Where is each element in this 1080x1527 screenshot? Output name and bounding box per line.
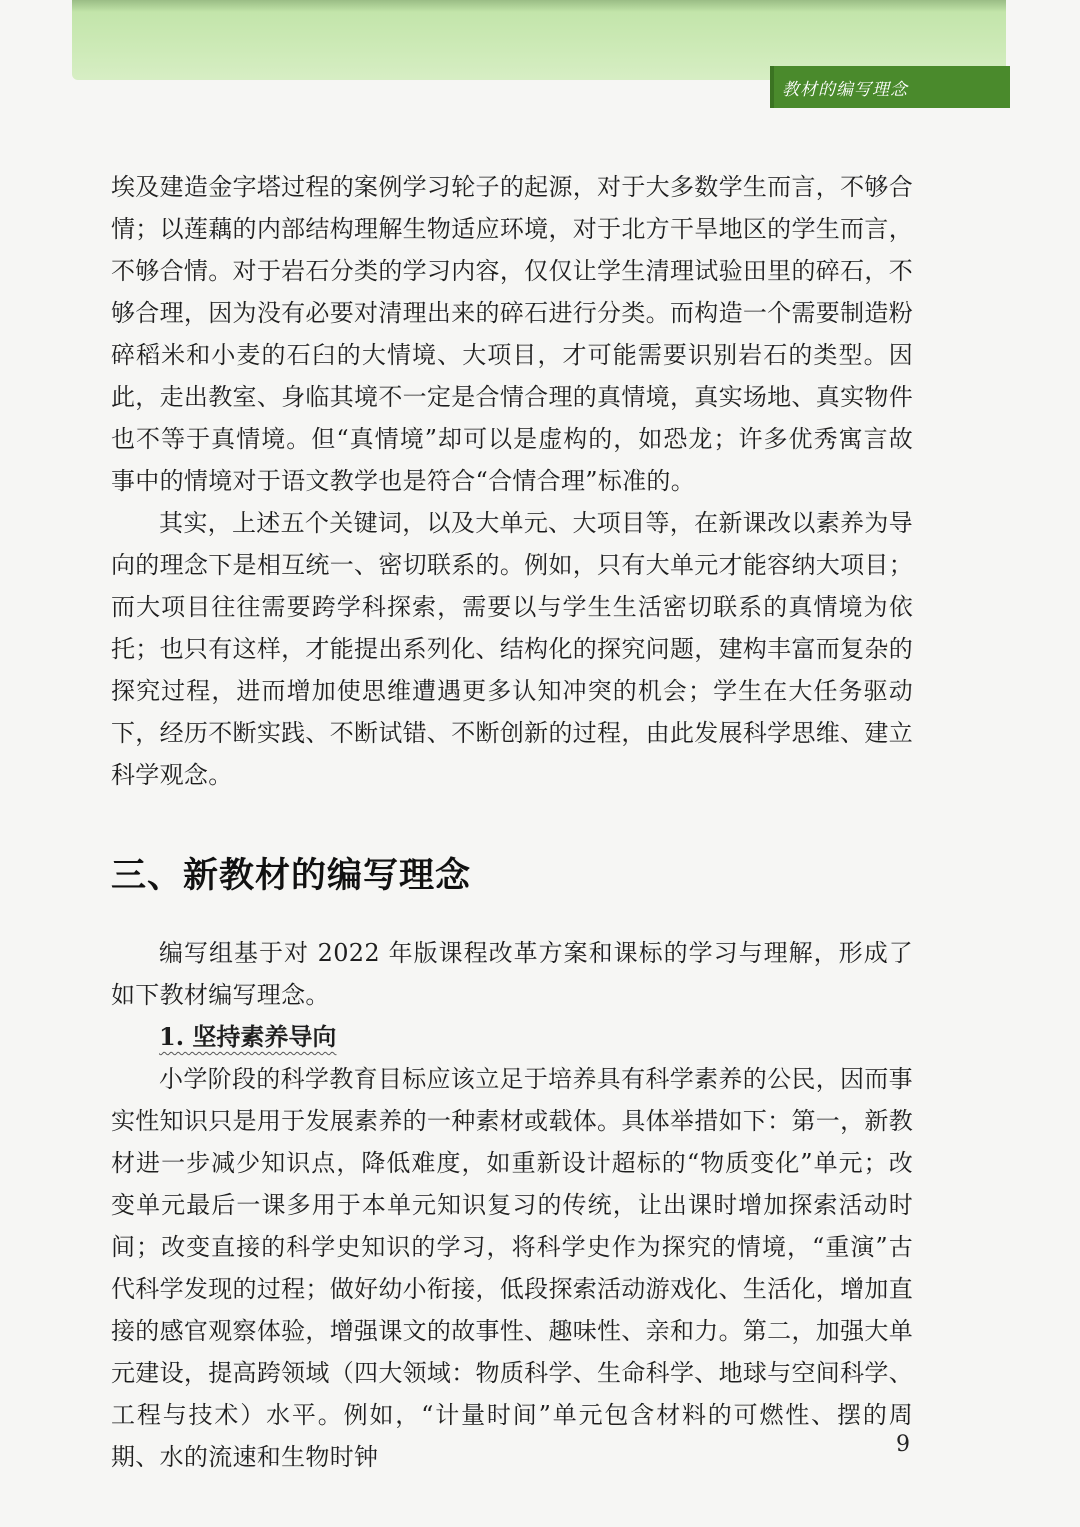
section-title: 三、新教材的编写理念	[111, 856, 472, 896]
paragraph-4: 小学阶段的科学教育目标应该立足于培养具有科学素养的公民，因而事实性知识只是用于发展素养的一种素材或载体。具体举措如下：第一，新教材进一步减少知识点，降低难度，如重新设计超标的“物质变化”单元；改变单元最后一课多用于本单元知识复习的传统，让出课时增加探索活动时间；改变直接的科学史知识的学习，将科学史作为探究的情境，“重演”古代科学发现的过程；做好幼小衔接，低段探索活动游戏化、生活化，增加直接的感官观察体验，增强课文的故事性、趣味性、亲和力。第二，加强大单元建设，提高跨领域（四大领域：物质科学、生命科学、地球与空间科学、工程与技术）水平。例如，“计量时间”单元包含材料的可燃性、摆的周期、水的流速和生物时钟	[111, 1065, 913, 1471]
running-header-tab	[770, 66, 1010, 108]
subheading	[159, 1016, 913, 1058]
page-content	[111, 166, 913, 1478]
subheading-text: 1. 坚持素养导向	[159, 1022, 337, 1051]
running-header-title: 教材的编写理念	[782, 80, 908, 100]
paragraph-3: 编写组基于对 2022 年版课程改革方案和课标的学习与理解，形成了如下教材编写理念。	[111, 939, 913, 1009]
paragraph-2: 其实，上述五个关键词，以及大单元、大项目等，在新课改以素养为导向的理念下是相互统一、密切联系的。例如，只有大单元才能容纳大项目；而大项目往往需要跨学科探索，需要以与学生生活密切联系的真情境为依托；也只有这样，才能提出系列化、结构化的探究问题，建构丰富而复杂的探究过程，进而增加使思维遭遇更多认知冲突的机会；学生在大任务驱动下，经历不断实践、不断试错、不断创新的过程，由此发展科学思维、建立科学观念。	[111, 509, 913, 789]
paragraph-1: 埃及建造金字塔过程的案例学习轮子的起源，对于大多数学生而言，不够合情；以莲藕的内部结构理解生物适应环境，对于北方干旱地区的学生而言，不够合情。对于岩石分类的学习内容，仅仅让学生清理试验田里的碎石，不够合理，因为没有必要对清理出来的碎石进行分类。而构造一个需要制造粉碎稻米和小麦的石臼的大情境、大项目，才可能需要识别岩石的类型。因此，走出教室、身临其境不一定是合情合理的真情境，真实场地、真实物件也不等于真情境。但“真情境”却可以是虚构的，如恐龙；许多优秀寓言故事中的情境对于语文教学也是符合“合情合理”标准的。	[111, 173, 913, 495]
page-number: 9	[896, 1432, 910, 1457]
header-band-shadow	[72, 0, 1006, 12]
